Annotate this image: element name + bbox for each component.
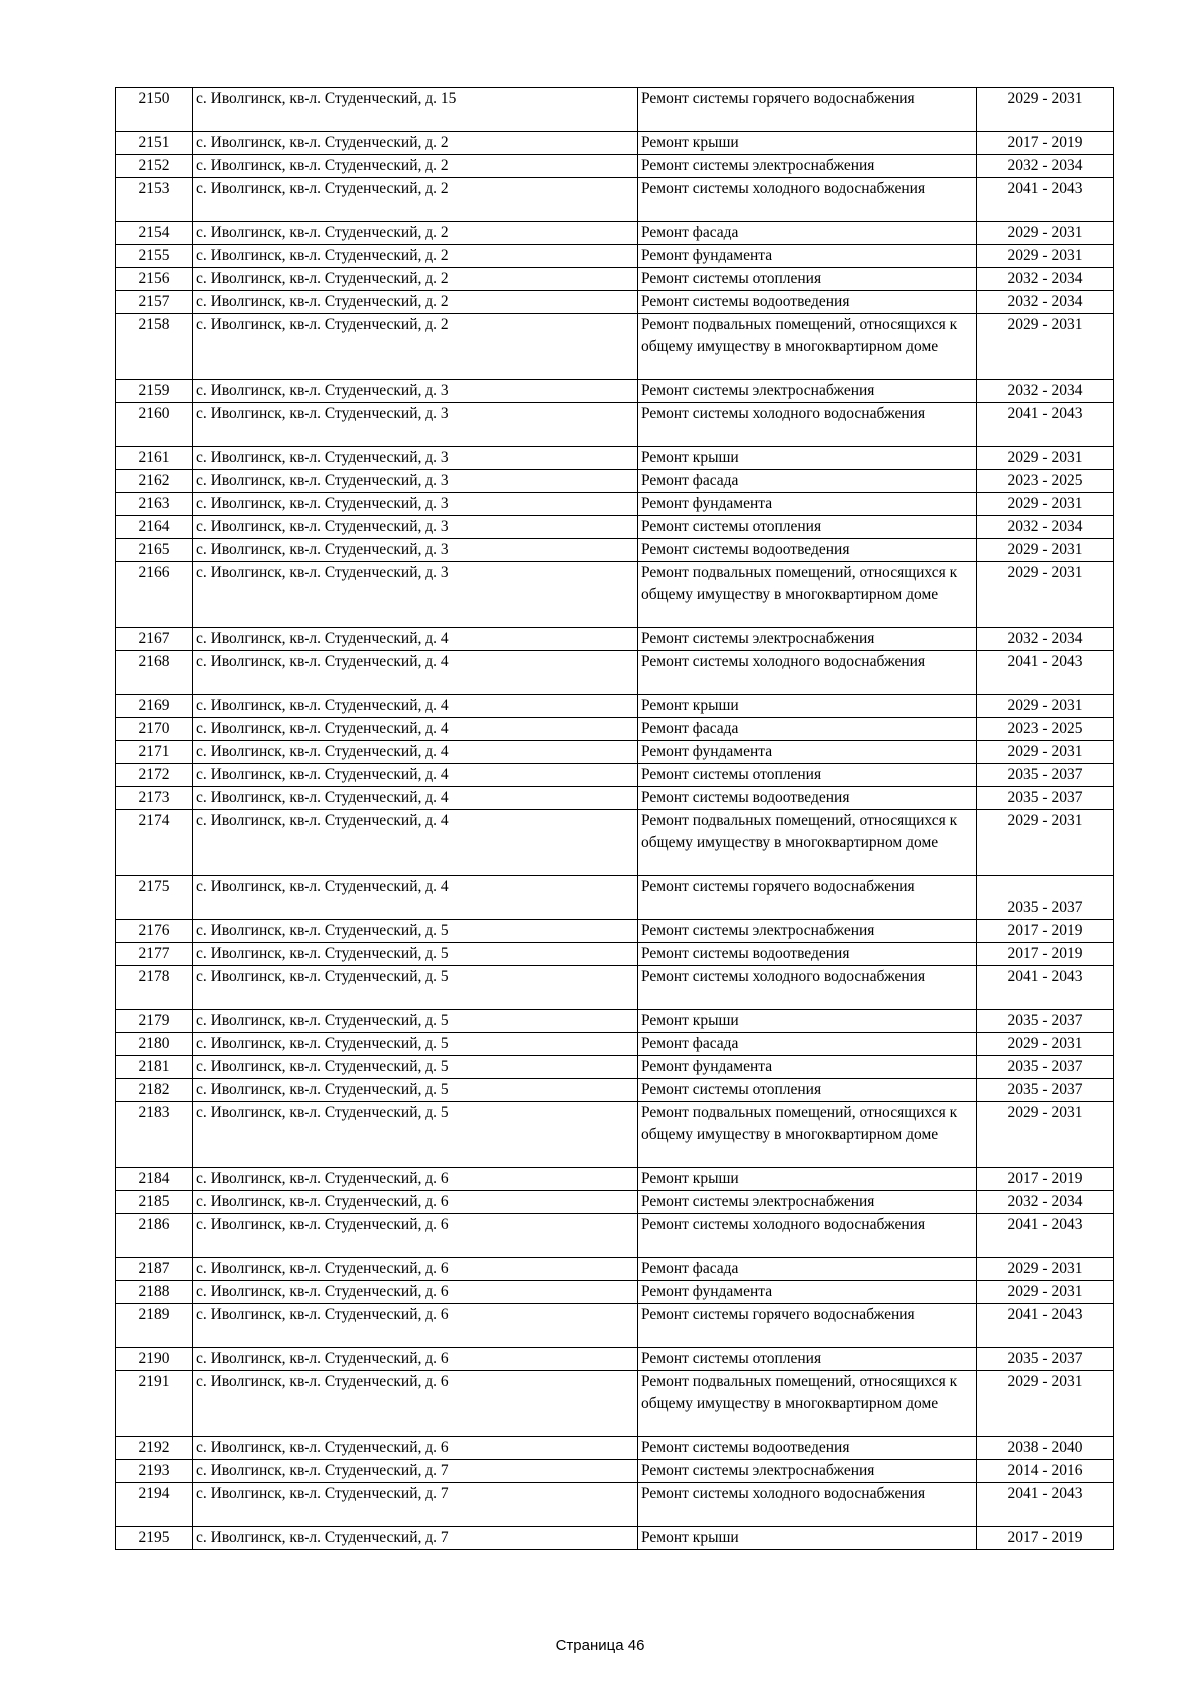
row-number-cell: 2156 [116,268,193,291]
row-number-cell: 2158 [116,314,193,380]
row-number-cell: 2181 [116,1056,193,1079]
work-type-cell: Ремонт крыши [638,695,977,718]
address-cell: с. Иволгинск, кв-л. Студенческий, д. 7 [193,1483,638,1527]
work-type-cell: Ремонт крыши [638,1168,977,1191]
row-number-cell: 2185 [116,1191,193,1214]
table-row [116,88,1114,132]
address-cell: с. Иволгинск, кв-л. Студенческий, д. 3 [193,403,638,447]
table-body [116,88,1114,1550]
address-cell: с. Иволгинск, кв-л. Студенческий, д. 4 [193,810,638,876]
work-type-cell: Ремонт крыши [638,132,977,155]
work-type-cell: Ремонт подвальных помещений, относящихся к общему имуществу в многоквартирном доме [638,1371,977,1437]
address-cell: с. Иволгинск, кв-л. Студенческий, д. 6 [193,1168,638,1191]
address-cell: с. Иволгинск, кв-л. Студенческий, д. 3 [193,470,638,493]
table-row [116,539,1114,562]
address-cell: с. Иволгинск, кв-л. Студенческий, д. 2 [193,155,638,178]
address-cell: с. Иволгинск, кв-л. Студенческий, д. 5 [193,966,638,1010]
row-number-cell: 2189 [116,1304,193,1348]
row-number-cell: 2170 [116,718,193,741]
period-cell: 2041 - 2043 [977,1304,1114,1348]
work-type-cell: Ремонт системы отопления [638,1079,977,1102]
row-number-cell: 2164 [116,516,193,539]
work-type-cell: Ремонт системы электроснабжения [638,380,977,403]
row-number-cell: 2175 [116,876,193,920]
work-type-cell: Ремонт системы горячего водоснабжения [638,876,977,920]
table-row [116,178,1114,222]
row-number-cell: 2163 [116,493,193,516]
row-number-cell: 2195 [116,1527,193,1550]
table-row [116,291,1114,314]
period-cell: 2023 - 2025 [977,470,1114,493]
row-number-cell: 2187 [116,1258,193,1281]
work-type-cell: Ремонт системы холодного водоснабжения [638,651,977,695]
table-row [116,1191,1114,1214]
table-row [116,447,1114,470]
work-type-cell: Ремонт подвальных помещений, относящихся к общему имуществу в многоквартирном доме [638,314,977,380]
work-type-cell: Ремонт системы горячего водоснабжения [638,88,977,132]
table-row [116,403,1114,447]
work-type-cell: Ремонт подвальных помещений, относящихся к общему имуществу в многоквартирном доме [638,562,977,628]
row-number-cell: 2157 [116,291,193,314]
table-row [116,718,1114,741]
row-number-cell: 2161 [116,447,193,470]
address-cell: с. Иволгинск, кв-л. Студенческий, д. 6 [193,1437,638,1460]
work-type-cell: Ремонт системы отопления [638,268,977,291]
address-cell: с. Иволгинск, кв-л. Студенческий, д. 6 [193,1371,638,1437]
row-number-cell: 2176 [116,920,193,943]
address-cell: с. Иволгинск, кв-л. Студенческий, д. 4 [193,718,638,741]
address-cell: с. Иволгинск, кв-л. Студенческий, д. 6 [193,1258,638,1281]
row-number-cell: 2183 [116,1102,193,1168]
period-cell: 2029 - 2031 [977,810,1114,876]
table-row [116,516,1114,539]
work-type-cell: Ремонт фасада [638,470,977,493]
table-row [116,1304,1114,1348]
table-row [116,1214,1114,1258]
work-type-cell: Ремонт системы электроснабжения [638,920,977,943]
period-cell: 2029 - 2031 [977,222,1114,245]
work-type-cell: Ремонт системы холодного водоснабжения [638,966,977,1010]
address-cell: с. Иволгинск, кв-л. Студенческий, д. 3 [193,562,638,628]
address-cell: с. Иволгинск, кв-л. Студенческий, д. 3 [193,380,638,403]
row-number-cell: 2192 [116,1437,193,1460]
table-row [116,1056,1114,1079]
period-cell: 2029 - 2031 [977,1281,1114,1304]
row-number-cell: 2150 [116,88,193,132]
repair-schedule-table [115,87,1114,1550]
address-cell: с. Иволгинск, кв-л. Студенческий, д. 5 [193,1010,638,1033]
table-row [116,470,1114,493]
row-number-cell: 2165 [116,539,193,562]
address-cell: с. Иволгинск, кв-л. Студенческий, д. 3 [193,493,638,516]
work-type-cell: Ремонт системы водоотведения [638,291,977,314]
address-cell: с. Иволгинск, кв-л. Студенческий, д. 2 [193,314,638,380]
row-number-cell: 2159 [116,380,193,403]
period-cell: 2029 - 2031 [977,314,1114,380]
row-number-cell: 2191 [116,1371,193,1437]
work-type-cell: Ремонт системы отопления [638,1348,977,1371]
period-cell: 2032 - 2034 [977,1191,1114,1214]
table-row [116,268,1114,291]
table-row [116,562,1114,628]
period-cell: 2035 - 2037 [977,764,1114,787]
address-cell: с. Иволгинск, кв-л. Студенческий, д. 4 [193,764,638,787]
row-number-cell: 2172 [116,764,193,787]
address-cell: с. Иволгинск, кв-л. Студенческий, д. 4 [193,787,638,810]
work-type-cell: Ремонт системы электроснабжения [638,1460,977,1483]
period-cell: 2029 - 2031 [977,539,1114,562]
row-number-cell: 2155 [116,245,193,268]
work-type-cell: Ремонт системы водоотведения [638,1437,977,1460]
table-row [116,628,1114,651]
work-type-cell: Ремонт крыши [638,1527,977,1550]
table-row [116,1348,1114,1371]
period-cell: 2017 - 2019 [977,920,1114,943]
period-cell: 2032 - 2034 [977,155,1114,178]
period-cell: 2041 - 2043 [977,403,1114,447]
row-number-cell: 2177 [116,943,193,966]
row-number-cell: 2180 [116,1033,193,1056]
work-type-cell: Ремонт системы водоотведения [638,539,977,562]
row-number-cell: 2168 [116,651,193,695]
row-number-cell: 2166 [116,562,193,628]
work-type-cell: Ремонт системы водоотведения [638,787,977,810]
row-number-cell: 2153 [116,178,193,222]
table-row [116,245,1114,268]
row-number-cell: 2194 [116,1483,193,1527]
table-row [116,155,1114,178]
table-row [116,943,1114,966]
address-cell: с. Иволгинск, кв-л. Студенческий, д. 6 [193,1281,638,1304]
period-cell: 2017 - 2019 [977,1168,1114,1191]
period-cell: 2029 - 2031 [977,1102,1114,1168]
address-cell: с. Иволгинск, кв-л. Студенческий, д. 4 [193,741,638,764]
work-type-cell: Ремонт фасада [638,222,977,245]
address-cell: с. Иволгинск, кв-л. Студенческий, д. 6 [193,1348,638,1371]
row-number-cell: 2193 [116,1460,193,1483]
work-type-cell: Ремонт фундамента [638,245,977,268]
row-number-cell: 2152 [116,155,193,178]
row-number-cell: 2182 [116,1079,193,1102]
period-cell: 2029 - 2031 [977,447,1114,470]
work-type-cell: Ремонт системы электроснабжения [638,155,977,178]
period-cell: 2023 - 2025 [977,718,1114,741]
period-cell: 2029 - 2031 [977,88,1114,132]
table-row [116,493,1114,516]
address-cell: с. Иволгинск, кв-л. Студенческий, д. 5 [193,1102,638,1168]
address-cell: с. Иволгинск, кв-л. Студенческий, д. 6 [193,1214,638,1258]
table-row [116,966,1114,1010]
row-number-cell: 2162 [116,470,193,493]
address-cell: с. Иволгинск, кв-л. Студенческий, д. 2 [193,132,638,155]
period-cell: 2041 - 2043 [977,1483,1114,1527]
work-type-cell: Ремонт системы электроснабжения [638,628,977,651]
period-cell: 2035 - 2037 [977,1348,1114,1371]
row-number-cell: 2167 [116,628,193,651]
address-cell: с. Иволгинск, кв-л. Студенческий, д. 5 [193,1079,638,1102]
address-cell: с. Иволгинск, кв-л. Студенческий, д. 4 [193,651,638,695]
address-cell: с. Иволгинск, кв-л. Студенческий, д. 7 [193,1527,638,1550]
table-row [116,1437,1114,1460]
page-number: Страница 46 [555,1637,645,1654]
table-row [116,810,1114,876]
period-cell: 2029 - 2031 [977,695,1114,718]
period-cell: 2029 - 2031 [977,562,1114,628]
table-row [116,222,1114,245]
address-cell: с. Иволгинск, кв-л. Студенческий, д. 3 [193,447,638,470]
address-cell: с. Иволгинск, кв-л. Студенческий, д. 15 [193,88,638,132]
row-number-cell: 2188 [116,1281,193,1304]
period-cell: 2035 - 2037 [977,1010,1114,1033]
address-cell: с. Иволгинск, кв-л. Студенческий, д. 2 [193,291,638,314]
period-cell: 2041 - 2043 [977,966,1114,1010]
row-number-cell: 2171 [116,741,193,764]
row-number-cell: 2186 [116,1214,193,1258]
row-number-cell: 2190 [116,1348,193,1371]
table-row [116,1010,1114,1033]
period-cell: 2029 - 2031 [977,1371,1114,1437]
address-cell: с. Иволгинск, кв-л. Студенческий, д. 2 [193,178,638,222]
table-row [116,651,1114,695]
table-row [116,132,1114,155]
row-number-cell: 2179 [116,1010,193,1033]
address-cell: с. Иволгинск, кв-л. Студенческий, д. 6 [193,1191,638,1214]
period-cell: 2038 - 2040 [977,1437,1114,1460]
table-row [116,1079,1114,1102]
row-number-cell: 2169 [116,695,193,718]
address-cell: с. Иволгинск, кв-л. Студенческий, д. 4 [193,876,638,920]
table-row [116,1102,1114,1168]
address-cell: с. Иволгинск, кв-л. Студенческий, д. 6 [193,1304,638,1348]
address-cell: с. Иволгинск, кв-л. Студенческий, д. 3 [193,516,638,539]
table-row [116,920,1114,943]
address-cell: с. Иволгинск, кв-л. Студенческий, д. 3 [193,539,638,562]
table-row [116,1483,1114,1527]
period-cell: 2017 - 2019 [977,132,1114,155]
work-type-cell: Ремонт системы холодного водоснабжения [638,403,977,447]
work-type-cell: Ремонт подвальных помещений, относящихся к общему имуществу в многоквартирном доме [638,1102,977,1168]
period-cell: 2014 - 2016 [977,1460,1114,1483]
work-type-cell: Ремонт фундамента [638,493,977,516]
period-cell: 2035 - 2037 [977,876,1114,920]
address-cell: с. Иволгинск, кв-л. Студенческий, д. 5 [193,1033,638,1056]
table-row [116,1527,1114,1550]
address-cell: с. Иволгинск, кв-л. Студенческий, д. 2 [193,245,638,268]
period-cell: 2017 - 2019 [977,943,1114,966]
table-row [116,314,1114,380]
period-cell: 2041 - 2043 [977,651,1114,695]
row-number-cell: 2178 [116,966,193,1010]
period-cell: 2029 - 2031 [977,493,1114,516]
period-cell: 2032 - 2034 [977,291,1114,314]
period-cell: 2032 - 2034 [977,516,1114,539]
work-type-cell: Ремонт фундамента [638,1056,977,1079]
work-type-cell: Ремонт системы холодного водоснабжения [638,178,977,222]
work-type-cell: Ремонт фасада [638,1258,977,1281]
table-row [116,1168,1114,1191]
address-cell: с. Иволгинск, кв-л. Студенческий, д. 4 [193,628,638,651]
row-number-cell: 2160 [116,403,193,447]
table-row [116,1460,1114,1483]
row-number-cell: 2154 [116,222,193,245]
period-cell: 2032 - 2034 [977,628,1114,651]
work-type-cell: Ремонт системы холодного водоснабжения [638,1483,977,1527]
work-type-cell: Ремонт фасада [638,1033,977,1056]
work-type-cell: Ремонт системы водоотведения [638,943,977,966]
address-cell: с. Иволгинск, кв-л. Студенческий, д. 5 [193,943,638,966]
row-number-cell: 2184 [116,1168,193,1191]
work-type-cell: Ремонт системы электроснабжения [638,1191,977,1214]
period-cell: 2029 - 2031 [977,245,1114,268]
period-cell: 2032 - 2034 [977,268,1114,291]
table-row [116,764,1114,787]
address-cell: с. Иволгинск, кв-л. Студенческий, д. 4 [193,695,638,718]
address-cell: с. Иволгинск, кв-л. Студенческий, д. 5 [193,1056,638,1079]
address-cell: с. Иволгинск, кв-л. Студенческий, д. 5 [193,920,638,943]
period-cell: 2041 - 2043 [977,1214,1114,1258]
period-cell: 2029 - 2031 [977,1258,1114,1281]
work-type-cell: Ремонт системы отопления [638,516,977,539]
work-type-cell: Ремонт фундамента [638,741,977,764]
period-cell: 2029 - 2031 [977,1033,1114,1056]
period-cell: 2029 - 2031 [977,741,1114,764]
table-row [116,787,1114,810]
period-cell: 2035 - 2037 [977,1079,1114,1102]
work-type-cell: Ремонт фасада [638,718,977,741]
address-cell: с. Иволгинск, кв-л. Студенческий, д. 7 [193,1460,638,1483]
period-cell: 2035 - 2037 [977,787,1114,810]
work-type-cell: Ремонт крыши [638,447,977,470]
table-row [116,1281,1114,1304]
period-cell: 2032 - 2034 [977,380,1114,403]
table-row [116,876,1114,920]
table-row [116,1033,1114,1056]
address-cell: с. Иволгинск, кв-л. Студенческий, д. 2 [193,222,638,245]
table-row [116,1371,1114,1437]
work-type-cell: Ремонт системы горячего водоснабжения [638,1304,977,1348]
table-row [116,1258,1114,1281]
work-type-cell: Ремонт крыши [638,1010,977,1033]
work-type-cell: Ремонт системы отопления [638,764,977,787]
work-type-cell: Ремонт подвальных помещений, относящихся к общему имуществу в многоквартирном доме [638,810,977,876]
period-cell: 2041 - 2043 [977,178,1114,222]
row-number-cell: 2173 [116,787,193,810]
address-cell: с. Иволгинск, кв-л. Студенческий, д. 2 [193,268,638,291]
period-cell: 2017 - 2019 [977,1527,1114,1550]
work-type-cell: Ремонт фундамента [638,1281,977,1304]
table-row [116,695,1114,718]
period-cell: 2035 - 2037 [977,1056,1114,1079]
work-type-cell: Ремонт системы холодного водоснабжения [638,1214,977,1258]
row-number-cell: 2174 [116,810,193,876]
table-row [116,380,1114,403]
row-number-cell: 2151 [116,132,193,155]
table-row [116,741,1114,764]
